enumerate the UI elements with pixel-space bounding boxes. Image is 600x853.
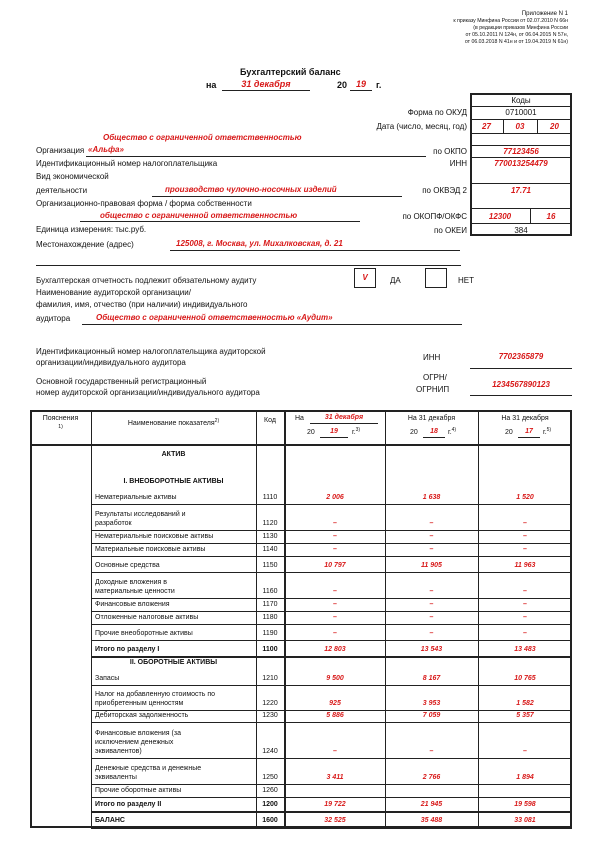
col-code-header: Код <box>264 417 276 424</box>
row-code: 1100 <box>262 646 278 653</box>
audit-yes-label: ДА <box>390 276 401 285</box>
row-value-2018: 7 059 <box>422 712 441 719</box>
okopf-label: по ОКОПФ/ОКФС <box>402 212 467 221</box>
row-value-2017: – <box>523 520 527 527</box>
auditor-label-3: аудитора <box>36 314 71 323</box>
row-name: Нематериальные поисковые активы <box>95 533 214 540</box>
row-value-2017: – <box>523 614 527 621</box>
row-value-2019: – <box>333 546 337 553</box>
col1-suffix: г.$^{3)}$ <box>352 427 361 436</box>
row-value-2017: 1 582 <box>516 700 534 707</box>
row-name: разработок <box>95 520 132 527</box>
row-value-2019: 10 797 <box>324 562 346 569</box>
row-value-2019: – <box>333 630 337 637</box>
org-short-name: «Альфа» <box>88 145 124 154</box>
report-date: 31 декабря <box>241 79 291 89</box>
okud-label: Форма по ОКУД <box>407 108 467 117</box>
col2-year-prefix: 20 <box>410 429 418 436</box>
audit-no-checkbox[interactable] <box>425 268 447 288</box>
audit-no-label: НЕТ <box>458 276 474 285</box>
okud-code: 0710001 <box>505 108 537 117</box>
row-code: 1180 <box>262 614 278 621</box>
row-name: Доходные вложения в <box>95 579 167 586</box>
row-value-2019: – <box>333 601 337 608</box>
row-value-2019: – <box>333 533 337 540</box>
col-name-header: Наименование показателя$^{2)}$ <box>127 418 220 427</box>
row-code: 1260 <box>262 787 278 794</box>
appendix-line-2: к приказу Минфина России от 02.07.2010 N 66н <box>453 18 568 24</box>
row-name: Запасы <box>95 675 120 682</box>
col2-year: 18 <box>430 428 438 435</box>
row-value-2019: – <box>333 520 337 527</box>
row-name: Итого по разделу II <box>95 801 162 808</box>
row-divider <box>91 811 572 813</box>
row-value-2019: – <box>333 748 337 755</box>
address-label: Местонахождение (адрес) <box>36 240 134 249</box>
row-value-2018: – <box>429 588 434 595</box>
row-name: Дебиторская задолженность <box>95 712 189 719</box>
row-value-2017: – <box>523 601 527 608</box>
row-value-2017: – <box>523 748 527 755</box>
row-divider <box>91 758 572 759</box>
okved-label: по ОКВЭД 2 <box>422 186 467 195</box>
col2-suffix: г.$^{4)}$ <box>448 427 457 436</box>
row-name: Материальные поисковые активы <box>95 546 206 553</box>
row-divider <box>91 598 572 599</box>
row-value-2017: – <box>523 588 527 595</box>
row-divider <box>91 722 572 723</box>
row-name: приобретенным ценностям <box>95 700 184 707</box>
row-value-2017: – <box>523 533 527 540</box>
row-value-2018: – <box>429 546 434 553</box>
row-name: Прочие внеоборотные активы <box>95 630 193 637</box>
year-suffix: г. <box>376 80 382 90</box>
col1-year: 19 <box>330 428 338 435</box>
row-code: 1160 <box>262 588 278 595</box>
appendix-line-4: от 05.10.2011 N 124н, от 06.04.2015 N 57н, <box>465 32 568 38</box>
row-value-2017: 10 765 <box>514 675 536 682</box>
appendix-line-1: Приложение N 1 <box>521 11 568 17</box>
row-name: Денежные средства и денежные <box>95 765 202 772</box>
auditor-label-1: Наименование аудиторской организации/ <box>36 288 191 297</box>
org-label: Организация <box>36 146 85 155</box>
row-name: Итого по разделу I <box>95 646 160 653</box>
row-value-2017: 19 598 <box>514 801 536 808</box>
row-value-2017: – <box>523 630 527 637</box>
row-code: 1600 <box>262 817 278 824</box>
row-value-2019: – <box>333 614 337 621</box>
row-value-2018: 13 543 <box>420 646 443 653</box>
report-year: 19 <box>355 79 366 89</box>
col3-year: 17 <box>525 428 533 435</box>
row-code: 1240 <box>262 748 278 755</box>
row-name: Нематериальные активы <box>95 494 177 501</box>
row-name: Прочие оборотные активы <box>95 787 182 794</box>
audit-required-label: Бухгалтерская отчетность подлежит обязательному аудиту <box>36 276 257 285</box>
row-name: БАЛАНС <box>95 817 125 824</box>
okpo-code: 77123456 <box>503 147 539 156</box>
row-code: 1230 <box>262 712 278 719</box>
row-value-2018: 21 945 <box>420 801 443 808</box>
okopf-code: 12300 <box>488 212 512 221</box>
inn-title: Идентификационный номер налогоплательщика <box>36 159 218 168</box>
auditor-ogrn-code-label-2: ОГРНИП <box>416 385 450 394</box>
auditor-ogrn-value: 1234567890123 <box>492 380 550 389</box>
row-value-2018: 1 638 <box>422 494 441 501</box>
row-value-2017: – <box>523 546 527 553</box>
activity-label-1: Вид экономической <box>36 172 109 181</box>
row-value-2019: 2 006 <box>326 494 344 501</box>
row-name: Финансовые вложения (за <box>95 730 181 737</box>
col1-year-prefix: 20 <box>307 429 315 436</box>
row-value-2019: 9 500 <box>326 675 344 682</box>
col3-year-prefix: 20 <box>505 429 513 436</box>
row-name: Отложенные налоговые активы <box>95 614 199 621</box>
section-assets: АКТИВ <box>161 451 186 458</box>
row-value-2019: 19 722 <box>324 801 346 808</box>
row-code: 1250 <box>262 774 278 781</box>
auditor-inn-code-label: ИНН <box>423 353 441 362</box>
row-value-2017: 1 894 <box>516 774 534 781</box>
row-code: 1110 <box>262 494 278 501</box>
row-divider <box>91 611 572 612</box>
row-divider <box>91 624 572 625</box>
codes-header: Коды <box>511 96 531 105</box>
row-divider <box>91 827 572 829</box>
row-name: Результаты исследований и <box>95 511 186 518</box>
address-value: 125008, г. Москва, ул. Михалковская, д. 21 <box>176 239 343 248</box>
legal-form-label: Организационно-правовая форма / форма собственности <box>36 199 252 208</box>
row-value-2019: 12 803 <box>324 646 346 653</box>
section-noncurrent: I. ВНЕОБОРОТНЫЕ АКТИВЫ <box>123 478 224 485</box>
row-name: эквивалентов) <box>95 748 142 755</box>
date-month: 03 <box>515 122 525 131</box>
date-day: 27 <box>482 122 491 131</box>
row-value-2018: – <box>429 630 434 637</box>
auditor-name-value: Общество с ограниченной ответственностью «Аудит» <box>96 313 333 322</box>
row-divider <box>91 504 572 505</box>
section-current: II. ОБОРОТНЫЕ АКТИВЫ <box>129 659 218 666</box>
col3-prefix: На 31 декабря <box>501 415 549 422</box>
okpo-label: по ОКПО <box>433 147 467 156</box>
row-value-2019: 925 <box>329 700 341 707</box>
row-code: 1210 <box>262 675 278 682</box>
row-divider <box>91 572 572 573</box>
col1-prefix: На <box>295 415 304 422</box>
row-code: 1190 <box>262 630 278 637</box>
row-value-2018: 11 905 <box>421 562 442 569</box>
inn-code: 770013254479 <box>494 159 548 168</box>
okei-code: 384 <box>514 226 528 235</box>
auditor-ogrn-label-2: номер аудиторской организации/индивидуального аудитора <box>36 388 260 397</box>
row-value-2019: 5 886 <box>326 712 344 719</box>
auditor-inn-value: 7702365879 <box>498 352 544 361</box>
row-divider <box>91 656 572 658</box>
row-divider <box>91 543 572 544</box>
row-name: Налог на добавленную стоимость по <box>95 691 216 698</box>
row-divider <box>91 797 572 798</box>
row-value-2017: 33 081 <box>514 817 536 824</box>
row-code: 1140 <box>262 546 278 553</box>
auditor-ogrn-label-1: Основной государственный регистрационный <box>36 377 207 386</box>
auditor-inn-label-1: Идентификационный номер налогоплательщика аудиторской <box>36 347 266 356</box>
date-label: Дата (число, месяц, год) <box>376 122 467 131</box>
row-divider <box>91 685 572 686</box>
okei-label: по ОКЕИ <box>434 226 467 235</box>
row-value-2018: – <box>429 601 434 608</box>
col2-prefix: На 31 декабря <box>407 415 456 422</box>
row-divider <box>91 784 572 785</box>
appendix-line-3: (в редакции приказов Минфина России <box>473 25 568 31</box>
row-value-2018: – <box>429 520 434 527</box>
okfs-code: 16 <box>546 212 556 221</box>
row-value-2019: – <box>333 588 337 595</box>
appendix-line-5: от 06.03.2018 N 41н и от 19.04.2019 N 61н) <box>464 39 568 45</box>
auditor-inn-label-2: организации/индивидуального аудитора <box>36 358 186 367</box>
unit-label: Единица измерения: тыс.руб. <box>36 225 147 234</box>
row-value-2017: 5 357 <box>516 712 534 719</box>
row-value-2019: 3 411 <box>326 774 344 781</box>
row-value-2018: 35 488 <box>420 817 443 824</box>
row-value-2019: 32 525 <box>324 817 346 824</box>
row-code: 1130 <box>262 533 278 540</box>
row-value-2018: – <box>429 748 434 755</box>
row-name: материальные ценности <box>95 588 175 595</box>
activity-value: производство чулочно-носочных изделий <box>165 185 337 194</box>
col3-suffix: г.$^{5)}$ <box>543 427 552 436</box>
row-value-2018: – <box>429 614 434 621</box>
org-name-value: Общество с ограниченной ответственностью <box>103 133 302 142</box>
row-code: 1120 <box>262 520 278 527</box>
year-prefix: 20 <box>337 80 348 90</box>
row-name: Финансовые вложения <box>95 601 170 608</box>
row-divider <box>91 640 572 641</box>
col1-date: 31 декабря <box>324 414 364 421</box>
auditor-ogrn-code-label-1: ОГРН/ <box>423 373 447 382</box>
row-divider <box>91 556 572 557</box>
date-prefix: на <box>206 80 217 90</box>
col-notes-sup: 1) <box>58 424 63 430</box>
row-value-2018: 2 766 <box>422 774 441 781</box>
row-value-2017: 1 520 <box>516 494 534 501</box>
page-title: Бухгалтерский баланс <box>240 67 341 77</box>
row-value-2018: 3 953 <box>422 700 441 707</box>
row-value-2018: 8 167 <box>422 675 441 682</box>
date-year: 20 <box>550 122 559 131</box>
row-name: Основные средства <box>95 562 160 569</box>
row-code: 1170 <box>262 601 278 608</box>
row-value-2017: 13 483 <box>514 646 536 653</box>
row-code: 1150 <box>262 562 278 569</box>
okved-code: 17.71 <box>510 186 532 195</box>
row-name: исключением денежных <box>95 739 174 746</box>
audit-check-mark: V <box>362 273 368 282</box>
row-divider <box>91 530 572 531</box>
row-name: эквиваленты <box>95 774 137 781</box>
activity-label-2: деятельности <box>36 186 88 195</box>
legal-form-value: общество с ограниченной ответственностью <box>100 211 298 220</box>
row-value-2018: – <box>429 533 434 540</box>
inn-label: ИНН <box>449 159 467 168</box>
col-notes-header: Пояснения <box>42 415 79 422</box>
row-code: 1200 <box>262 801 278 808</box>
auditor-label-2: фамилия, имя, отчество (при наличии) индивидуального <box>36 300 248 309</box>
row-value-2017: 11 963 <box>514 562 536 569</box>
row-code: 1220 <box>262 700 278 707</box>
